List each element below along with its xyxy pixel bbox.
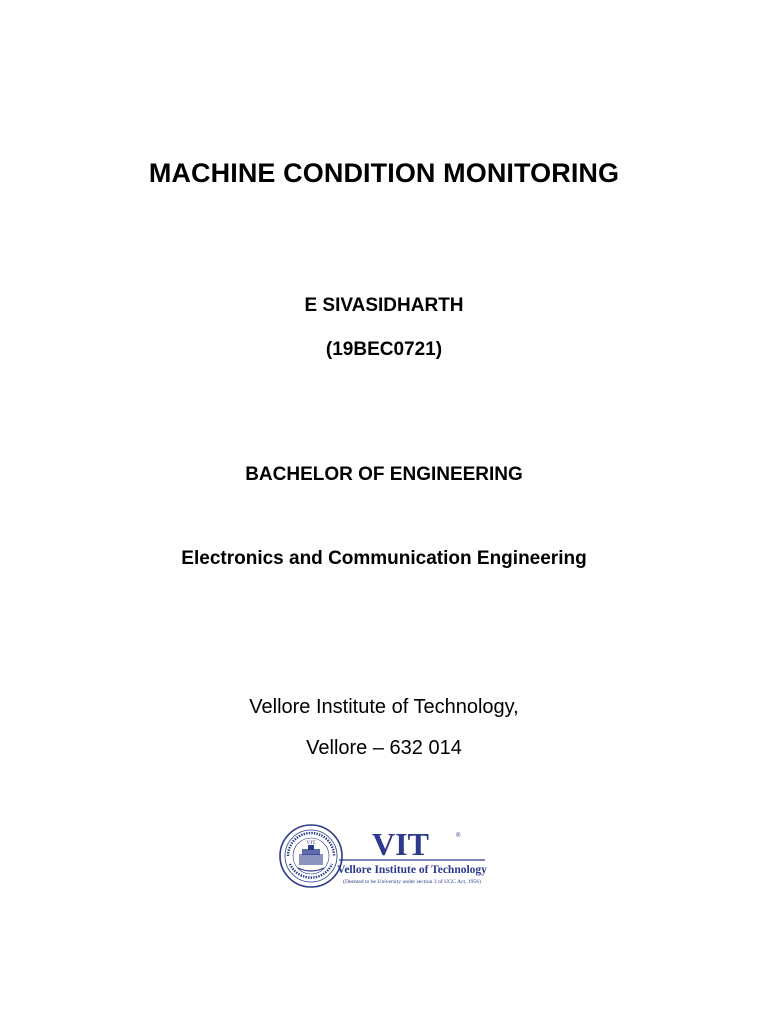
document-title: MACHINE CONDITION MONITORING [148,158,620,188]
institution-name: Vellore Institute of Technology, [249,696,519,718]
institution-full-name: Vellore Institute of Technology [337,864,487,876]
registered-mark-icon: ® [456,833,461,839]
institution-tagline: (Deemed to be University under section 3 of UGC Act, 1956) [343,879,481,885]
institution-address: Vellore – 632 014 [306,737,462,759]
branch-name: Electronics and Communication Engineering [181,548,587,569]
degree-name: BACHELOR OF ENGINEERING [245,464,523,485]
vit-seal-icon [280,825,342,887]
vit-wordmark: VIT [372,826,429,862]
vit-logo [278,822,490,890]
seal-text: VIT [306,840,316,846]
registration-number: (19BEC0721) [325,339,443,360]
author-name: E SIVASIDHARTH [304,295,464,316]
